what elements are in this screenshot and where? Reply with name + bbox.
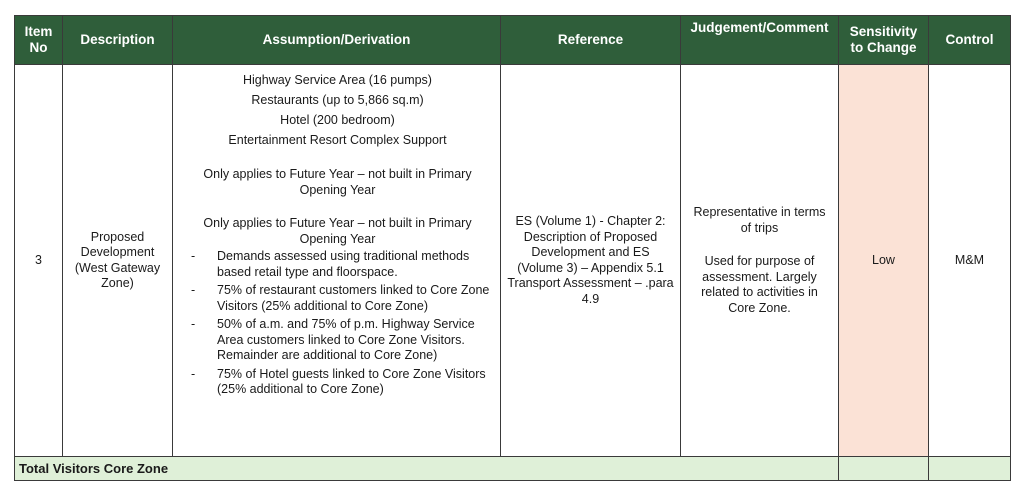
- sensitivity-cell: Low: [839, 65, 929, 457]
- reference-cell: ES (Volume 1) - Chapter 2: Description of Proposed Development and ES (Volume 3) – Appendix 5.1 Transport Assessment – .para 4.9: [501, 65, 681, 457]
- bullet-dash: -: [191, 366, 196, 381]
- control-cell: M&M: [929, 65, 1011, 457]
- bullet-text: 75% of Hotel guests linked to Core Zone Visitors (25% additional to Core Zone): [217, 366, 486, 396]
- list-item: [181, 367, 494, 398]
- bullet-dash: -: [191, 283, 196, 297]
- assumption-cell: [173, 65, 501, 457]
- bullet-text: 50% of a.m. and 75% of p.m. Highway Service Area customers linked to Core Zone Visitors. Remainder are additional to Core Zone): [217, 317, 475, 362]
- judgement-text: Used for purpose of assessment. Largely related to activities in Core Zone.: [701, 254, 818, 315]
- assumptions-table: [14, 15, 1011, 481]
- judgement-text: Representative in terms of trips: [693, 205, 826, 235]
- bullet-text: Demands assessed using traditional methods based retail type and floorspace.: [217, 249, 470, 279]
- assumption-line: Highway Service Area (16 pumps): [243, 73, 432, 87]
- header-row: [15, 16, 1011, 65]
- header-sensitivity: Sensitivity to Change: [839, 16, 929, 65]
- total-row: [15, 457, 1011, 481]
- assumption-line: Restaurants (up to 5,866 sq.m): [251, 93, 424, 107]
- header-description: Description: [63, 16, 173, 65]
- list-item: [181, 317, 494, 364]
- header-judgement: Judgement/Comment: [681, 16, 839, 65]
- assumption-line: Entertainment Resort Complex Support: [228, 133, 447, 147]
- assumption-line: Hotel (200 bedroom): [280, 113, 395, 127]
- description-cell: Proposed Development (West Gateway Zone): [63, 65, 173, 457]
- total-sensitivity-cell: [839, 457, 929, 481]
- header-reference: Reference: [501, 16, 681, 65]
- total-row-label: Total Visitors Core Zone: [15, 457, 839, 481]
- item-no-cell: 3: [15, 65, 63, 457]
- bullet-dash: -: [191, 249, 196, 263]
- bullet-text: 75% of restaurant customers linked to Core Zone Visitors (25% additional to Core Zone): [217, 283, 490, 313]
- header-assumption: Assumption/Derivation: [173, 16, 501, 65]
- assumption-note: Only applies to Future Year – not built in Primary Opening Year: [203, 216, 472, 246]
- table-row: [15, 65, 1011, 457]
- judgement-cell: [681, 65, 839, 457]
- assumption-bullet-list: [181, 249, 494, 398]
- header-item-no: Item No: [15, 16, 63, 65]
- bullet-dash: -: [191, 317, 196, 331]
- list-item: [181, 283, 494, 314]
- list-item: [181, 249, 494, 280]
- assumption-note: Only applies to Future Year – not built in Primary Opening Year: [203, 167, 472, 197]
- header-control: Control: [929, 16, 1011, 65]
- total-control-cell: [929, 457, 1011, 481]
